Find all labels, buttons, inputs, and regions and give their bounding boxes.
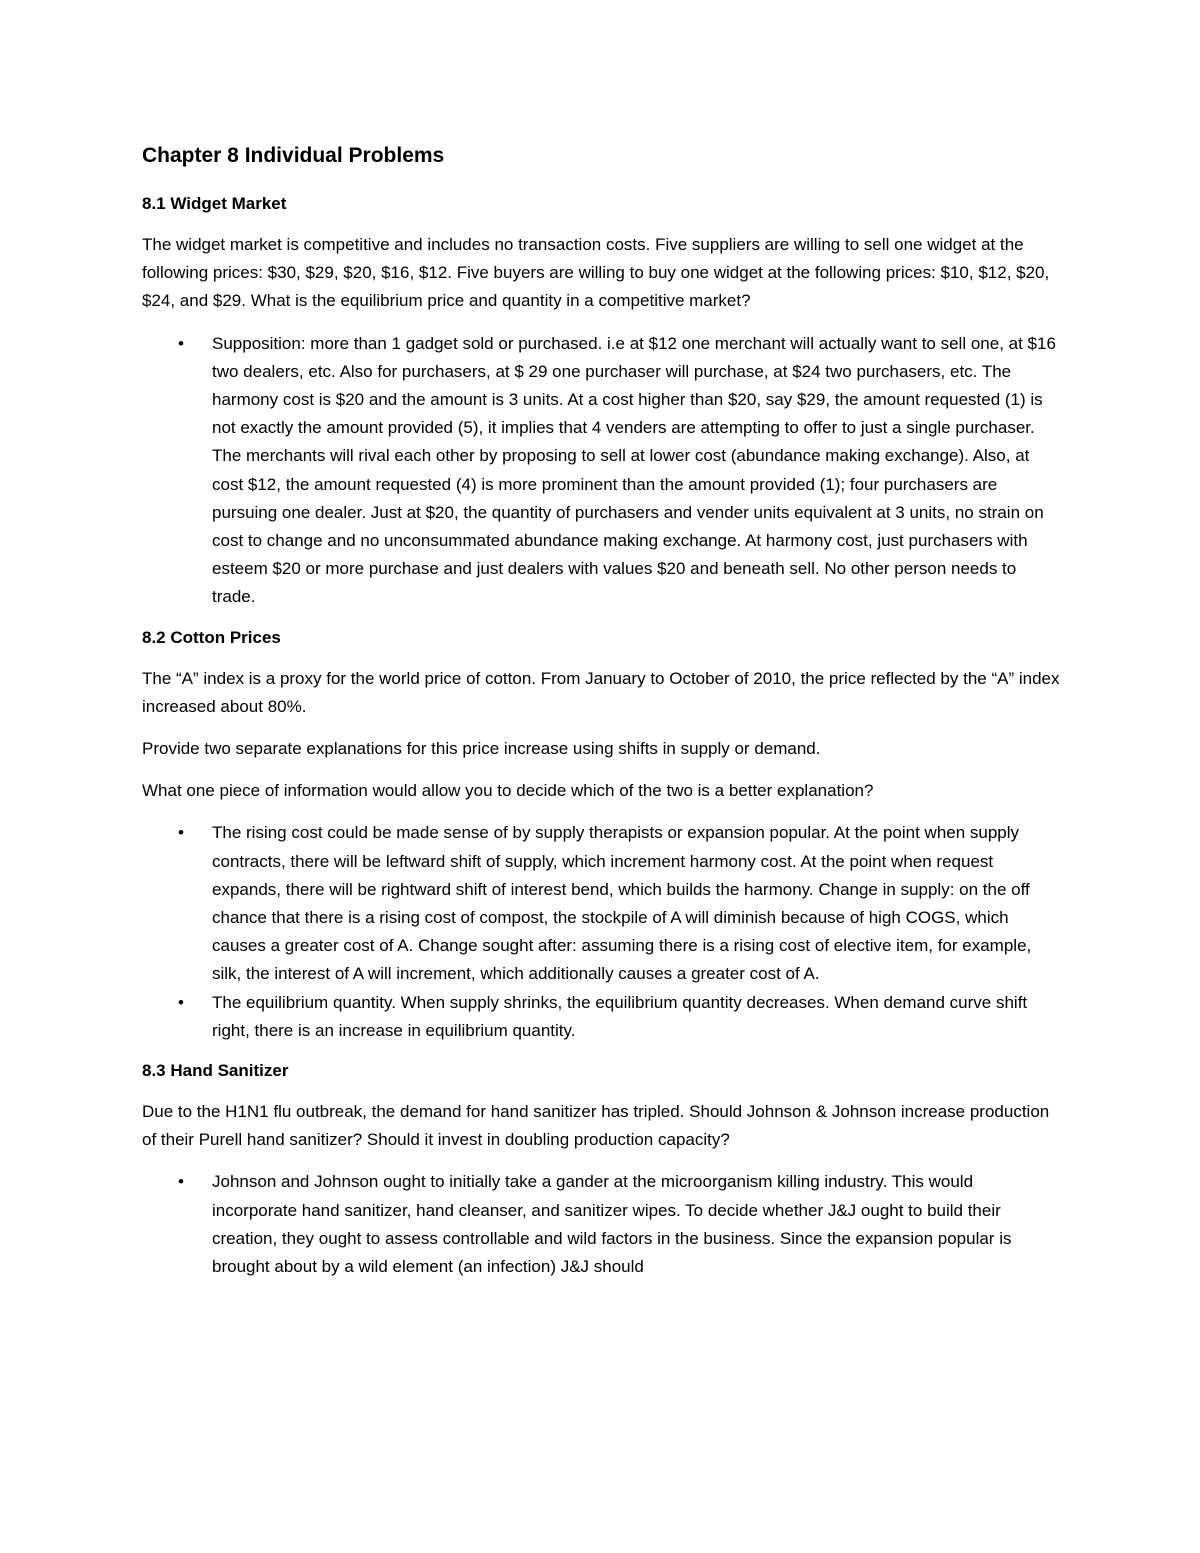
bullet-icon: • (178, 333, 184, 353)
answer-item (142, 330, 1062, 612)
section-hand-sanitizer (142, 1059, 1062, 1281)
question-paragraph: What one piece of information would allow you to decide which of the two is a better explanation? (142, 781, 874, 801)
document-page (142, 140, 1062, 1295)
answer-text: The rising cost could be made sense of by supply therapists or expansion popular. At the point when supply contracts, there will be leftward shift of supply, which increment harmony cost. At the point when request expands, there will be rightward shift of interest bend, which builds the harmony. Change in supply: on the off chance that there is a rising cost of compost, the stockpile of A will diminish because of high COGS, which causes a greater cost of A. Change sought after: assuming there is a rising cost of elective item, for example, silk, the interest of A will increment, which additionally causes a greater cost of A. (212, 823, 1032, 984)
bullet-icon: • (178, 1172, 184, 1192)
question-paragraph: Due to the H1N1 flu outbreak, the demand for hand sanitizer has tripled. Should Johnson & Johnson increase production of their Purell hand sanitizer? Should it invest in doubling production capacity? (142, 1102, 1050, 1150)
answer-text: The equilibrium quantity. When supply shrinks, the equilibrium quantity decreases. When demand curve shift right, there is an increase in equilibrium quantity. (212, 992, 1028, 1040)
bullet-icon: • (178, 992, 184, 1012)
question-paragraph: Provide two separate explanations for this price increase using shifts in supply or demand. (142, 739, 821, 759)
answer-list (142, 819, 1062, 1045)
section-cotton-prices (142, 626, 1062, 1045)
section-heading: 8.1 Widget Market (142, 194, 287, 213)
chapter-title: Chapter 8 Individual Problems (142, 144, 445, 167)
answer-item (142, 1168, 1062, 1281)
answer-list (142, 1168, 1062, 1281)
question-paragraph: The widget market is competitive and includes no transaction costs. Five suppliers are willing to sell one widget at the following prices: $30, $29, $20, $16, $12. Five buyers are willing to buy one widget at the following prices: $10, $12, $20, $24, and $29. What is the equilibrium price and quantity in a competitive market? (142, 235, 1050, 311)
section-heading: 8.2 Cotton Prices (142, 627, 281, 647)
answer-text: Supposition: more than 1 gadget sold or purchased. i.e at $12 one merchant will actually want to sell one, at $16 two dealers, etc. Also for purchasers, at $ 29 one purchaser will purchase, at $24 two purchasers, etc. The harmony cost is $20 and the amount is 3 units. At a cost higher than $20, say $29, the amount requested (1) is not exactly the amount provided (5), it implies that 4 venders are attempting to offer to just a single purchaser. The merchants will rival each other by proposing to sell at lower cost (abundance making exchange). Also, at cost $12, the amount requested (4) is more prominent than the amount provided (1); four purchasers are pursuing one dealer. Just at $20, the quantity of purchasers and vender units equivalent at 3 units, no strain on cost to change and no unconsummated abundance making exchange. At harmony cost, just purchasers with esteem $20 or more purchase and just dealers with values $20 and beneath sell. No other person needs to trade. (212, 333, 1056, 607)
answer-list (142, 330, 1062, 612)
section-heading: 8.3 Hand Sanitizer (142, 1061, 289, 1081)
answer-item (142, 989, 1062, 1045)
question-paragraph: The “A” index is a proxy for the world price of cotton. From January to October of 2010, the price reflected by the “A” index increased about 80%. (142, 668, 1060, 716)
section-widget-market (142, 192, 1062, 612)
bullet-icon: • (178, 823, 184, 843)
answer-item (142, 819, 1062, 988)
answer-text: Johnson and Johnson ought to initially take a gander at the microorganism killing industry. This would incorporate hand sanitizer, hand cleanser, and sanitizer wipes. To decide whether J&J ought to build their creation, they ought to assess controllable and wild factors in the business. Since the expansion popular is brought about by a wild element (an infection) J&J should (212, 1172, 1012, 1277)
